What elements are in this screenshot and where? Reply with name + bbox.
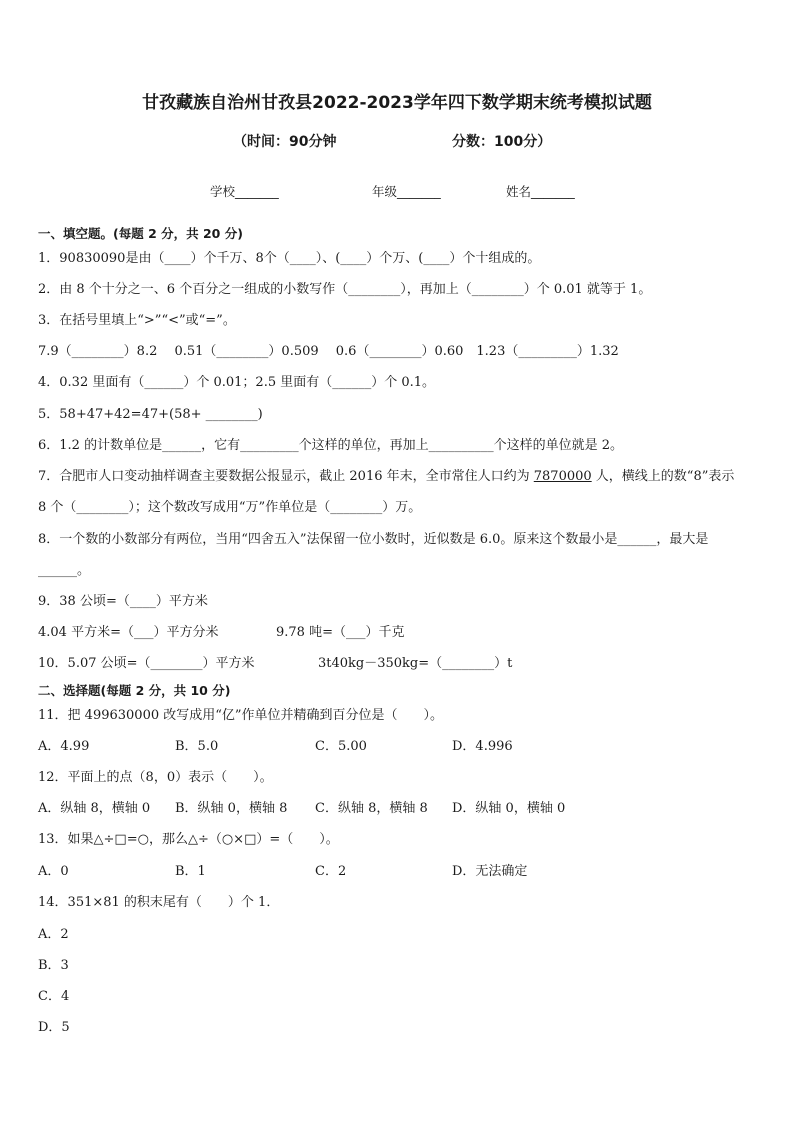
question-9-part-b: 9.78 吨=（___）千克 [276,625,405,640]
option-a: A．2 [38,927,69,942]
question-1: 1．90830090是由（____）个千万、8个（____）、(____）个万、(____）个十组成的。 [38,251,541,266]
question-9-part-a: 4.04 平方米=（___）平方分米 [38,625,219,640]
option-c: C．5.00 [315,739,367,754]
name-field: 姓名_______ [506,184,575,199]
question-4: 4．0.32 里面有（______）个 0.01；2.5 里面有（______）个 0.1。 [38,375,436,390]
question-10-part-b: 3t40kg－350kg=（________）t [318,656,513,671]
question-13: 13．如果△÷□=○，那么△÷（○×□）=（ ）。 [38,832,339,847]
question-8-line-2: ______。 [38,563,91,578]
option-b: B．纵轴 0，横轴 8 [175,801,288,816]
option-b: B．5.0 [175,739,219,754]
question-11: 11．把 499630000 改写成用“亿”作单位并精确到百分位是（ ）。 [38,708,444,723]
option-c: C．4 [38,989,70,1004]
option-a: A．0 [38,864,69,879]
question-14: 14．351×81 的积末尾有（ ）个 1． [38,895,280,910]
option-b: B．3 [38,958,69,973]
option-d: D．4.996 [452,739,513,754]
time-limit: （时间：90分钟 [233,134,337,150]
question-8: 8．一个数的小数部分有两位，当用“四舍五入”法保留一位小数时，近似数是 6.0。原来这个数最小是______，最大是 [38,532,709,547]
option-c: C．纵轴 8，横轴 8 [315,801,428,816]
grade-field: 年级_______ [372,184,441,199]
question-3: 3．在括号里填上“>”“<”或“=”。 [38,313,236,328]
option-a: A．纵轴 8，横轴 0 [38,801,151,816]
question-7-line-2: 8 个（________）；这个数改写成用“万”作单位是（________）万。 [38,500,422,515]
option-c: C．2 [315,864,347,879]
option-a: A．4.99 [38,739,90,754]
question-7-text-a: 7．合肥市人口变动抽样调查主要数据公报显示，截止 2016 年末，全市常住人口约为 [38,469,534,484]
option-d: D．纵轴 0，横轴 0 [452,801,566,816]
option-d: D．无法确定 [452,864,528,879]
section-2-heading: 二、选择题(每题 2 分，共 10 分) [38,683,231,698]
question-6: 6．1.2 的计数单位是______，它有_________个这样的单位，再加上__________个这样的单位就是 2。 [38,438,623,453]
question-12: 12．平面上的点（8，0）表示（ ）。 [38,770,273,785]
question-9: 9．38 公顷=（____）平方米 [38,594,208,609]
question-2: 2．由 8 个十分之一、6 个百分之一组成的小数写作（________），再加上（________）个 0.01 就等于 1。 [38,282,652,297]
section-1-heading: 一、填空题。(每题 2 分，共 20 分) [38,226,243,241]
option-b: B．1 [175,864,206,879]
option-d: D．5 [38,1020,70,1035]
question-7 [38,469,734,485]
school-field: 学校_______ [210,184,279,199]
question-10: 10．5.07 公顷=（________）平方米 [38,656,255,671]
question-3-items: 7.9（________）8.2 0.51（________）0.509 0.6（________）0.60 1.23（_________）1.32 [38,344,619,359]
question-7-number: 7870000 [533,469,592,484]
question-5: 5．58+47+42=47+(58+ ________) [38,407,263,422]
page-title: 甘孜藏族自治州甘孜县2022-2023学年四下数学期末统考模拟试题 [142,93,652,113]
total-score: 分数：100分） [452,134,552,150]
question-7-text-b: 人，横线上的数“8”表示 [591,469,735,484]
